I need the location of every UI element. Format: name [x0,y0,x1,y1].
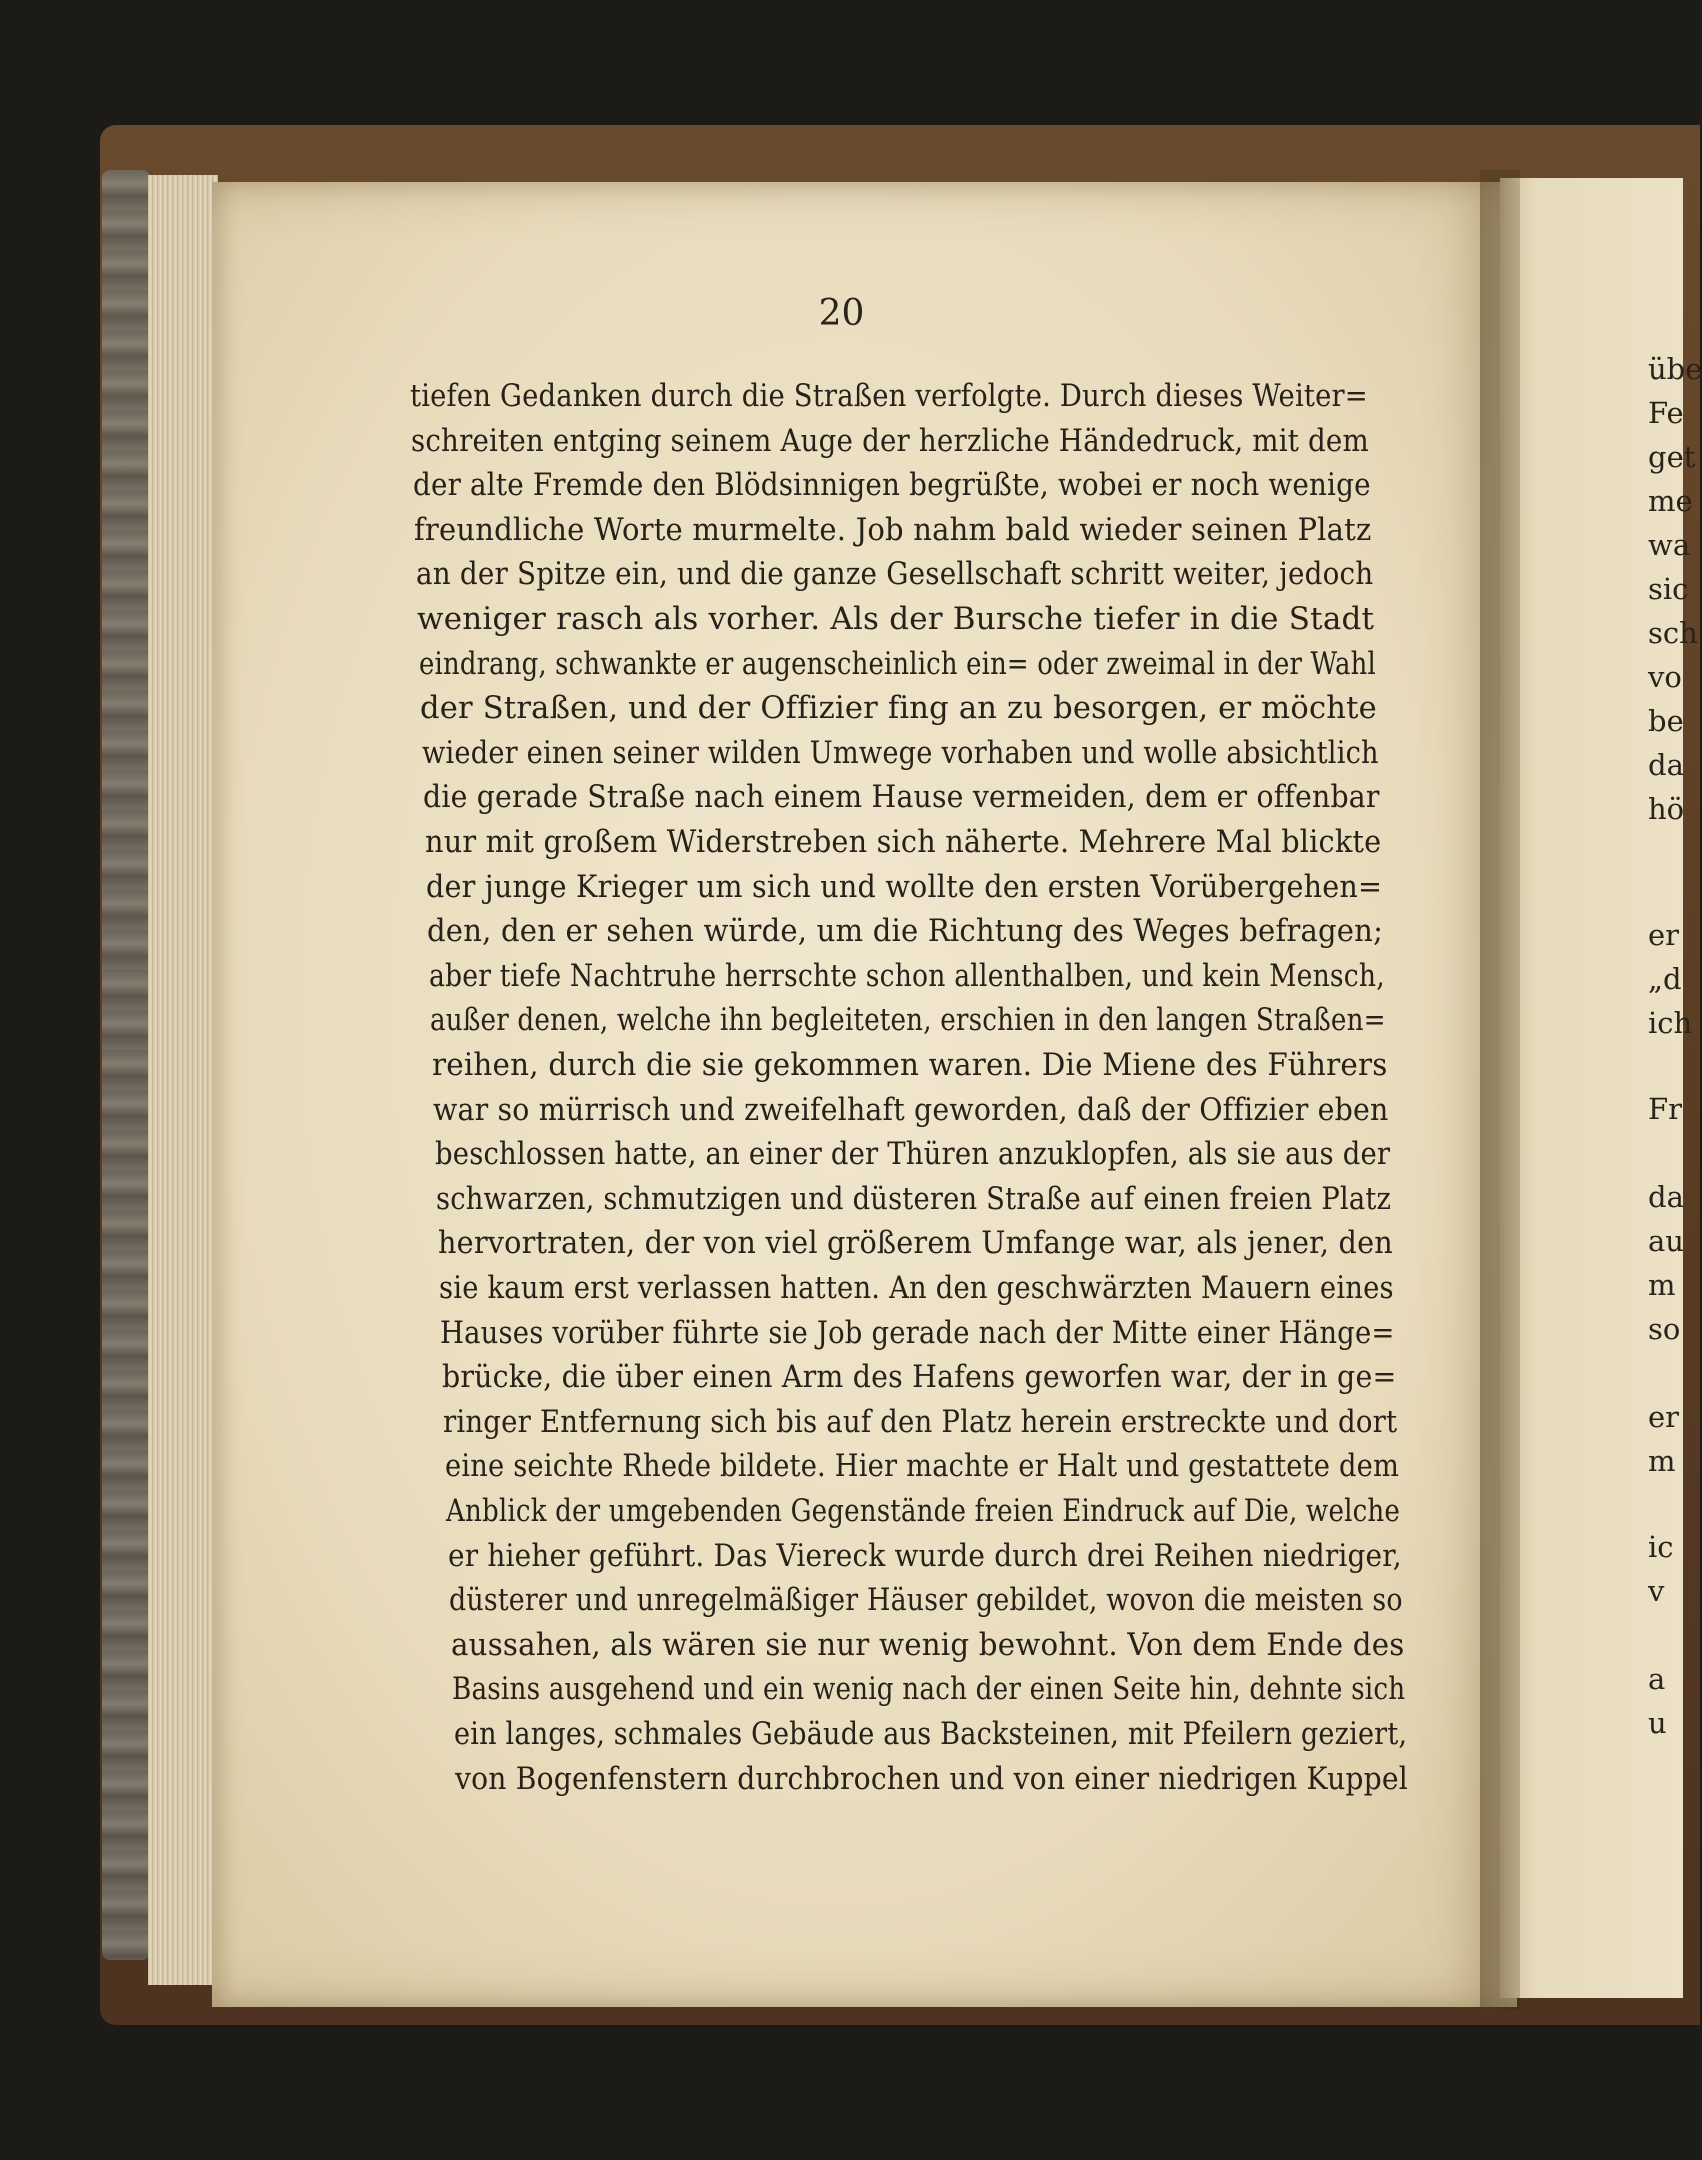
right-page-fragment: m [1648,1444,1676,1478]
text-line: weniger rasch als vorher. Als der Bursche tiefer in die Stadt [417,601,1375,637]
text-line: die gerade Straße nach einem Hause vermeiden, dem er offenbar [423,779,1380,816]
text-line: düsterer und unregelmäßiger Häuser gebildet, wovon die meisten so [449,1582,1403,1619]
page-number: 20 [818,293,865,334]
text-line: sie kaum erst verlassen hatten. An den geschwärzten Mauern eines [439,1270,1394,1306]
right-page-fragment: ic [1648,1530,1674,1564]
right-page-fragment: vo [1648,660,1682,694]
text-line: der alte Fremde den Blödsinnigen begrüßte, wobei er noch wenige [412,467,1371,504]
text-line: eindrang, schwankte er augenscheinlich ein= oder zweimal in der Wahl [418,645,1376,682]
right-page-fragment: m [1648,1268,1676,1302]
right-page-fragment: Fe [1648,396,1684,430]
right-page-fragment: übe [1648,352,1702,386]
text-line: aber tiefe Nachtruhe herrschte schon allenthalben, und kein Mensch, [428,957,1385,994]
right-page-fragment: get [1648,440,1696,474]
right-page-fragment: „d [1648,962,1682,996]
worn-spine-edge [102,170,150,1960]
right-page-fragment: a [1648,1662,1666,1696]
right-page-fragment: wa [1648,528,1691,562]
text-line: wieder einen seiner wilden Umwege vorhaben und wolle absichtlich [421,734,1379,771]
right-page-fragment: so [1648,1312,1681,1346]
text-line: war so mürrisch und zweifelhaft geworden, daß der Offizier eben [433,1091,1389,1128]
text-line: tiefen Gedanken durch die Straßen verfolgte. Durch dieses Weiter= [410,378,1368,414]
text-line: Hauses vorüber führte sie Job gerade nach der Mitte einer Hänge= [440,1314,1396,1351]
text-line: reihen, durch die sie gekommen waren. Die Miene des Führers [431,1047,1388,1083]
right-page-fragment: ich [1648,1006,1693,1040]
text-line: nur mit großem Widerstreben sich näherte. Mehrere Mal blickte [424,824,1381,860]
text-line: hervortraten, der von viel größerem Umfange war, als jener, den [437,1225,1393,1262]
text-line: beschlossen hatte, an einer der Thüren anzuklopfen, als sie aus der [434,1136,1390,1173]
right-page-fragment: v [1648,1574,1665,1608]
right-page-fragment: sic [1648,572,1689,606]
text-line: den, den er sehen würde, um die Richtung des Weges befragen; [427,913,1384,950]
text-line: aussahen, als wären sie nur wenig bewohnt. Von dem Ende des [450,1626,1405,1663]
text-line: Basins ausgehend und ein wenig nach der einen Seite hin, dehnte sich [452,1671,1406,1708]
right-page-fragment: hö [1648,792,1685,826]
book-gutter [1480,170,1520,2010]
right-page-fragment: Fr [1648,1092,1682,1126]
text-line: schreiten entging seinem Auge der herzliche Händedruck, mit dem [411,422,1370,459]
right-page-fragment: da [1648,748,1684,782]
text-line: der Straßen, und der Offizier fing an zu besorgen, er möchte [420,690,1378,727]
text-line: ringer Entfernung sich bis auf den Platz herein erstreckte und dort [443,1403,1398,1440]
text-line: ein langes, schmales Gebäude aus Backsteinen, mit Pfeilern geziert, [453,1716,1407,1752]
text-line: von Bogenfenstern durchbrochen und von einer niedrigen Kuppel [455,1760,1408,1797]
text-line: Anblick der umgebenden Gegenstände freien Eindruck auf Die, welche [446,1493,1401,1529]
page-edges [148,175,218,1985]
right-page-fragment: au [1648,1224,1684,1258]
right-page-fragment: sch [1648,616,1698,650]
right-page-fragment: be [1648,704,1684,738]
text-line: der junge Krieger um sich und wollte den ersten Vorübergehen= [425,868,1383,905]
text-line: schwarzen, schmutzigen und düsteren Straße auf einen freien Platz [436,1180,1392,1217]
text-line: außer denen, welche ihn begleiteten, erschien in den langen Straßen= [430,1002,1387,1039]
right-page-fragment: me [1648,484,1693,518]
right-page-fragment: er [1648,1400,1680,1434]
text-line: an der Spitze ein, und die ganze Gesellschaft schritt weiter, jedoch [415,556,1374,593]
right-page-fragment: u [1648,1706,1667,1740]
text-line: eine seichte Rhede bildete. Hier machte er Halt und gestattete dem [444,1448,1399,1485]
right-page-fragment: da [1648,1180,1684,1214]
right-page-fragment: er [1648,918,1680,952]
text-line: freundliche Worte murmelte. Job nahm bald wieder seinen Platz [414,511,1372,548]
text-line: brücke, die über einen Arm des Hafens geworfen war, der in ge= [441,1359,1397,1396]
text-line: er hieher geführt. Das Viereck wurde durch drei Reihen niedriger, [447,1537,1402,1574]
